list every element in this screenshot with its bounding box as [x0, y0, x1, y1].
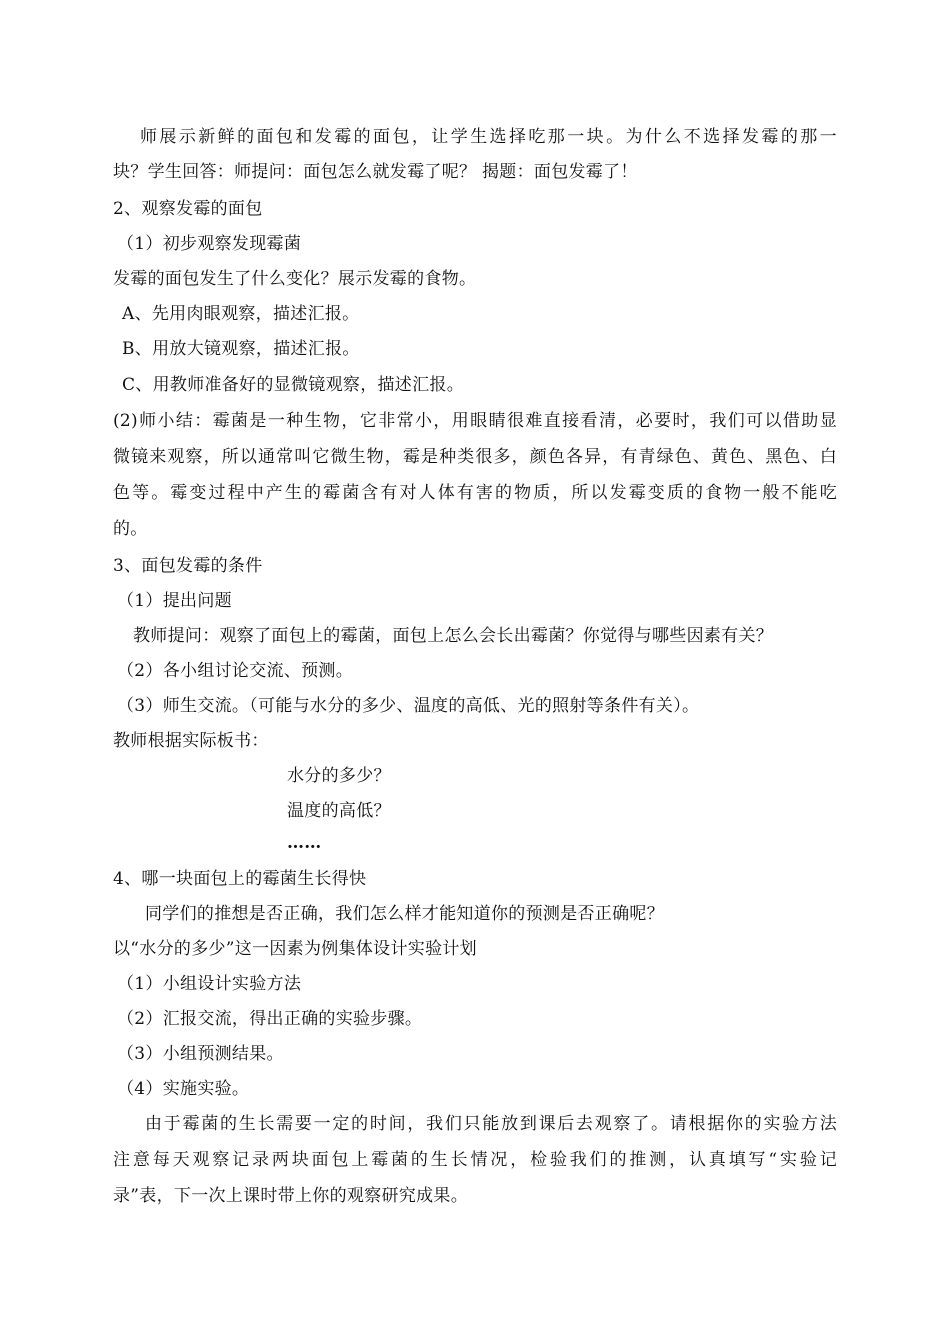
- step-implement: （4）实施实验。: [117, 1079, 250, 1099]
- closing-line-3: 录”表，下一次上课时带上你的观察研究成果。: [113, 1186, 468, 1206]
- paragraph-hypothesis: 同学们的推想是否正确，我们怎么样才能知道你的预测是否正确呢？: [145, 904, 664, 924]
- summary-line-4: 的。: [113, 519, 148, 539]
- paragraph-intro-line-1: 师展示新鲜的面包和发霉的面包，让学生选择吃那一块。为什么不选择发霉的那一: [140, 127, 837, 147]
- step-c: C、用教师准备好的显微镜观察，描述汇报。: [122, 375, 465, 395]
- summary-line-3: 色等。霉变过程中产生的霉菌含有对人体有害的物质，所以发霉变质的食物一般不能吃: [113, 483, 837, 503]
- step-report: （2）汇报交流，得出正确的实验步骤。: [117, 1009, 423, 1029]
- paragraph-example: 以“水分的多少”这一因素为例集体设计实验计划: [113, 939, 477, 959]
- step-b: B、用放大镜观察，描述汇报。: [122, 339, 360, 359]
- step-predict: （3）小组预测结果。: [117, 1044, 284, 1064]
- question-change: 发霉的面包发生了什么变化？展示发霉的食物。: [113, 269, 477, 289]
- paragraph-intro-line-2: 块？学生回答：师提问：面包怎么就发霉了呢？ 揭题：面包发霉了！: [113, 162, 638, 182]
- summary-line-1: (2)师小结：霉菌是一种生物，它非常小，用眼睛很难直接看清，必要时，我们可以借助显: [113, 411, 837, 431]
- blackboard-item-temperature: 温度的高低？: [287, 801, 391, 821]
- closing-line-1: 由于霉菌的生长需要一定的时间，我们只能放到课后去观察了。请根据你的实验方法: [145, 1114, 837, 1134]
- blackboard-item-water: 水分的多少？: [287, 766, 391, 786]
- subheading-group-discussion: （2）各小组讨论交流、预测。: [117, 661, 354, 681]
- section-heading-4: 4、哪一块面包上的霉菌生长得快: [113, 869, 367, 889]
- subheading-exchange: （3）师生交流。（可能与水分的多少、温度的高低、光的照射等条件有关）。: [117, 696, 700, 716]
- step-design: （1）小组设计实验方法: [117, 974, 302, 994]
- subheading-observe-mold: （1）初步观察发现霉菌: [117, 234, 302, 254]
- blackboard-item-ellipsis: ……: [287, 833, 322, 853]
- teacher-question: 教师提问：观察了面包上的霉菌，面包上怎么会长出霉菌？你觉得与哪些因素有关？: [133, 626, 774, 646]
- section-heading-3: 3、面包发霉的条件: [113, 556, 263, 576]
- blackboard-intro: 教师根据实际板书：: [113, 731, 269, 751]
- subheading-raise-question: （1）提出问题: [117, 591, 232, 611]
- summary-line-2: 微镜来观察，所以通常叫它微生物，霉是种类很多，颜色各异，有青绿色、黄色、黑色、白: [113, 447, 837, 467]
- step-a: A、先用肉眼观察，描述汇报。: [122, 304, 360, 324]
- closing-line-2: 注意每天观察记录两块面包上霉菌的生长情况，检验我们的推测，认真填写“实验记: [113, 1150, 837, 1170]
- section-heading-2: 2、观察发霉的面包: [113, 199, 263, 219]
